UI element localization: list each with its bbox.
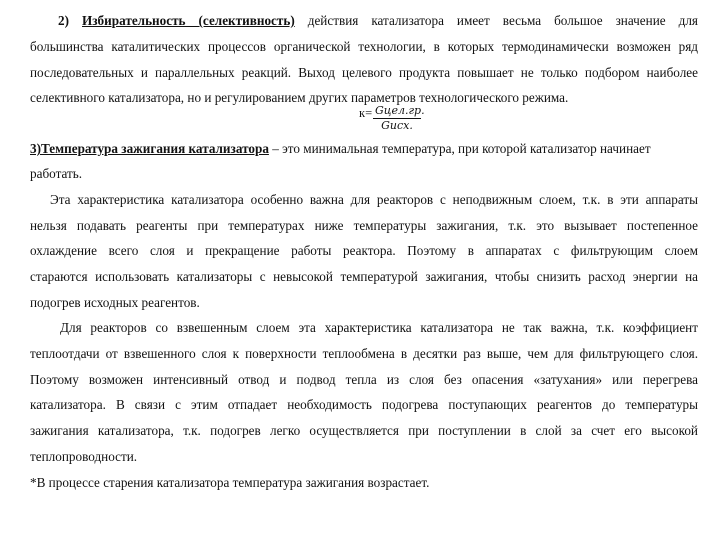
p1-line-4: селективного катализатора, но и регулированием других параметров технологического режима. bbox=[30, 90, 569, 105]
formula-fraction bbox=[373, 104, 425, 133]
footnote: *В процессе старения катализатора температура зажигания возрастает. bbox=[30, 475, 430, 490]
p1-term: Избирательность (селективность) bbox=[82, 13, 295, 28]
p2-term: 3)Температура зажигания катализатора bbox=[30, 141, 269, 156]
formula-denominator: Gисх. bbox=[381, 119, 413, 132]
p3-line-1: Эта характеристика катализатора особенно важна для реакторов с неподвижным слоем, т.к. в эти аппараты bbox=[50, 192, 698, 207]
p4-line-1: Для реакторов со взвешенным слоем эта характеристика катализатора не так важна, т.к. коэффициент bbox=[60, 320, 698, 335]
p1-line-1 bbox=[58, 13, 698, 29]
p2-line-1 bbox=[30, 141, 698, 157]
formula-numerator: Gцел.гр. bbox=[375, 104, 425, 117]
p3-line-4: стараются использовать катализаторы с невысокой температурой зажигания, чтобы снизить расход энергии на bbox=[30, 269, 698, 284]
p3-line-3: охлаждение всего слоя и прекращение работы реактора. Поэтому в аппаратах с фильтрующим слоем bbox=[30, 243, 698, 258]
p4-line-6: теплопроводности. bbox=[30, 449, 138, 464]
p1-line-2: большинства каталитических процессов органической технологии, в которых термодинамически возможен ряд bbox=[30, 39, 698, 54]
p3-line-2: нельзя подавать реагенты при температурах ниже температуры зажигания, т.к. это вызывает постепенное bbox=[30, 218, 698, 233]
p3-line-5: подогрев исходных реагентов. bbox=[30, 295, 200, 310]
p1-number: 2) bbox=[58, 13, 69, 28]
p4-line-4: катализатора. В связи с этим отпадает необходимость подогрева поступающих реагентов до температуры bbox=[30, 397, 698, 412]
p2-line-2: работать. bbox=[30, 166, 83, 181]
p2-text-1: – это минимальная температура, при которой катализатор начинает bbox=[268, 141, 651, 156]
p4-line-2: теплоотдачи от взвешенного слоя к поверхности теплообмена в десятки раз выше, чем для фильтрующего слоя. bbox=[30, 346, 698, 361]
formula-lhs: к= bbox=[359, 106, 373, 120]
p4-line-5: зажигания катализатора, т.к. подогрев легко осуществляется при поступлении в слой за счет его высокой bbox=[30, 423, 698, 438]
p1-line-3: последовательных и параллельных реакций. Выход целевого продукта повышает не только подбором наиболее bbox=[30, 65, 698, 80]
p4-line-3: Поэтому возможен интенсивный отвод и подвод тепла из слоя без опасения «затухания» или перегрева bbox=[30, 372, 698, 387]
p1-text-1: действия катализатора имеет весьма большое значение для bbox=[307, 13, 698, 28]
